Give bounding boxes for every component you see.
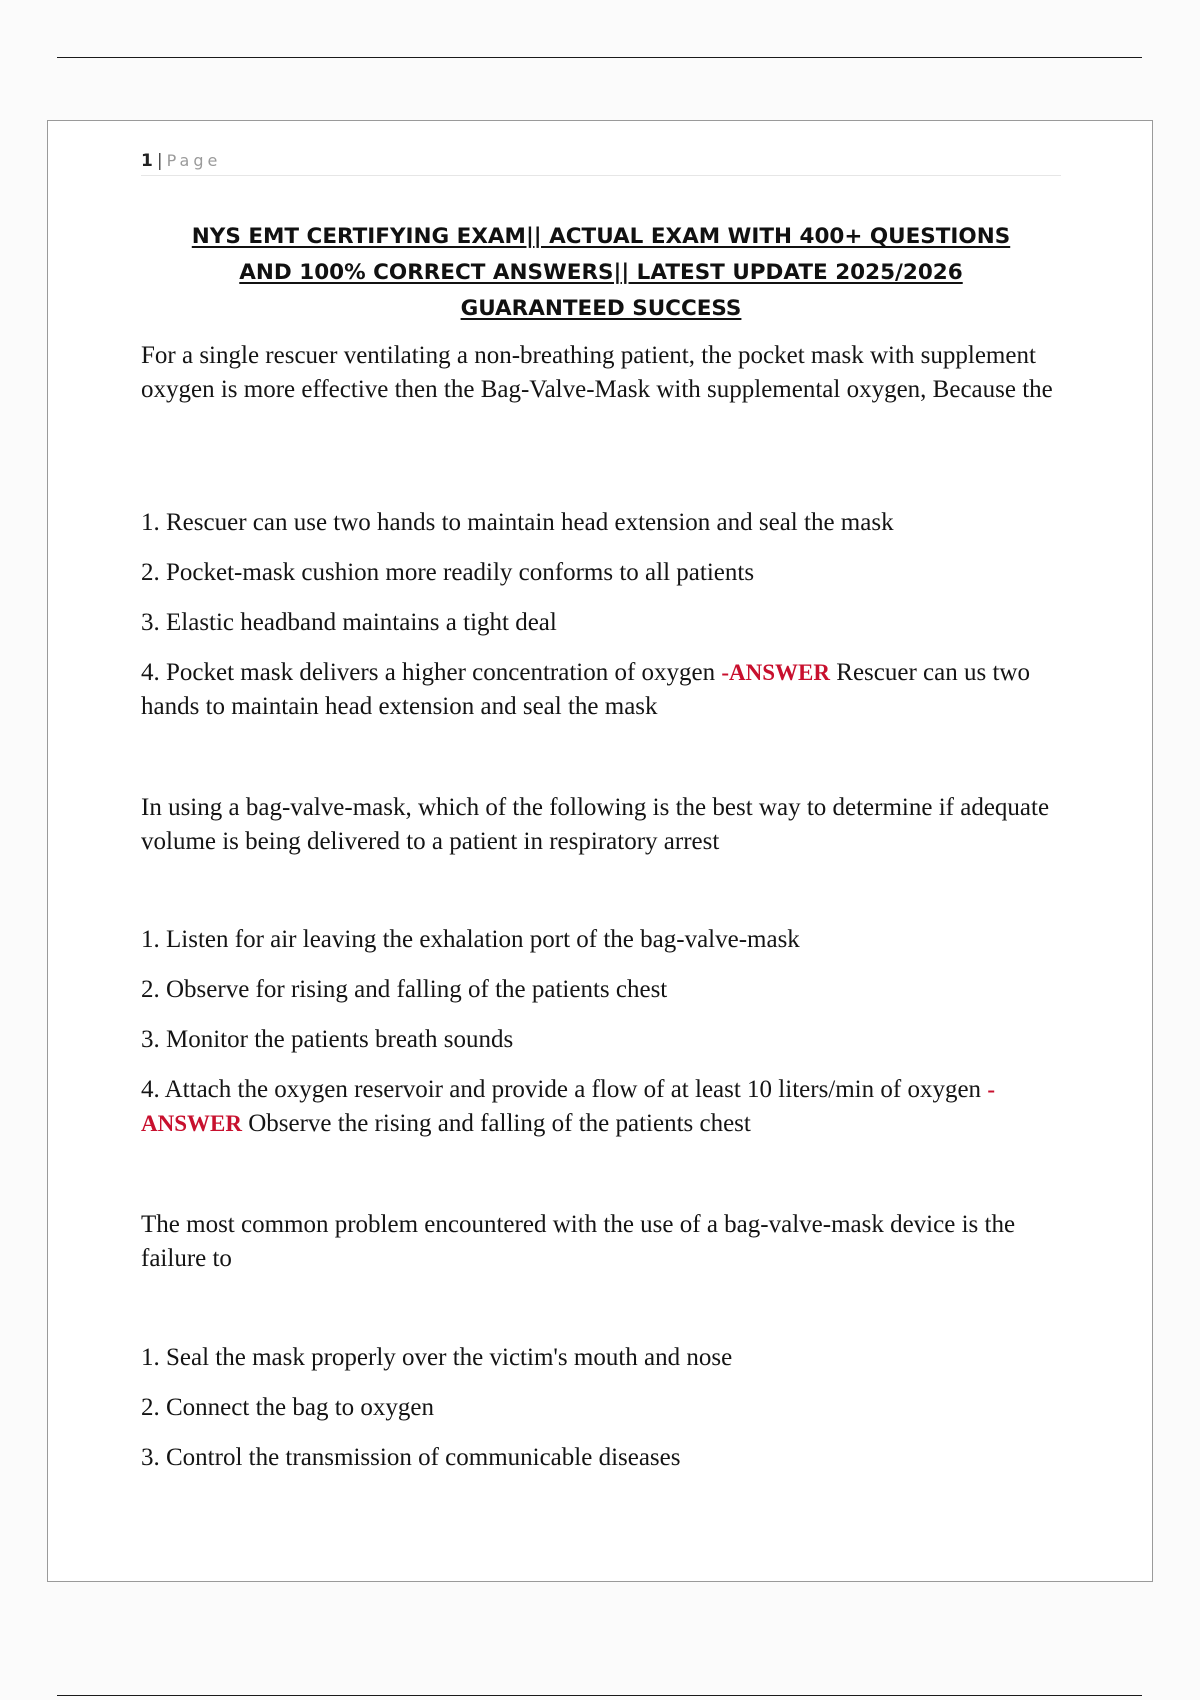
question-1-option-4: 4. Pocket mask delivers a higher concentration of oxygen [141, 659, 716, 686]
question-1-stem: For a single rescuer ventilating a non-breathing patient, the pocket mask with supplement oxygen is more effective then the Bag-Valve-Mask with supplemental oxygen, Because the [141, 342, 1053, 403]
question-1-answer: Rescuer can us two hands to maintain head extension and seal the mask [141, 659, 1030, 720]
page-label: Page [166, 151, 222, 170]
question-1-option-3: 3. Elastic headband maintains a tight deal [141, 609, 557, 636]
answer-label: -ANSWER [721, 660, 831, 685]
title-line-3: GUARANTEED SUCCESS [460, 296, 742, 321]
top-rule [57, 57, 1142, 58]
page-separator: | [156, 151, 163, 171]
question-1-option-2: 2. Pocket-mask cushion more readily conforms to all patients [141, 559, 755, 586]
question-1-option-1: 1. Rescuer can use two hands to maintain head extension and seal the mask [141, 509, 894, 536]
question-3-option-2: 2. Connect the bag to oxygen [141, 1394, 434, 1421]
question-2-option-1: 1. Listen for air leaving the exhalation port of the bag-valve-mask [141, 926, 800, 953]
question-3-option-1: 1. Seal the mask properly over the victim's mouth and nose [141, 1344, 733, 1371]
question-3-option-3: 3. Control the transmission of communicable diseases [141, 1444, 681, 1471]
title-line-2: AND 100% CORRECT ANSWERS|| LATEST UPDATE 2025/2026 [239, 260, 963, 285]
document-page [47, 120, 1153, 1582]
title-line-1: NYS EMT CERTIFYING EXAM|| ACTUAL EXAM WITH 400+ QUESTIONS [191, 224, 1011, 249]
answer-label: -ANSWER [141, 1077, 995, 1136]
question-2-answer: Observe the rising and falling of the patients chest [248, 1110, 751, 1137]
question-2-stem: In using a bag-valve-mask, which of the following is the best way to determine if adequate volume is being delivered to a patient in respiratory arrest [141, 794, 1050, 855]
question-2-option-4: 4. Attach the oxygen reservoir and provide a flow of at least 10 liters/min of oxygen [141, 1076, 982, 1103]
question-3-stem: The most common problem encountered with the use of a bag-valve-mask device is the failure to [141, 1211, 1016, 1272]
question-2-option-3: 3. Monitor the patients breath sounds [141, 1026, 514, 1053]
question-2-option-2: 2. Observe for rising and falling of the patients chest [141, 976, 668, 1003]
document-title [141, 219, 1061, 327]
page-number: 1 [141, 151, 153, 171]
page-header [141, 147, 1061, 176]
question-2-option-4-with-answer [141, 1073, 1066, 1141]
bottom-rule [57, 1695, 1142, 1696]
question-1-option-4-with-answer [141, 656, 1066, 724]
